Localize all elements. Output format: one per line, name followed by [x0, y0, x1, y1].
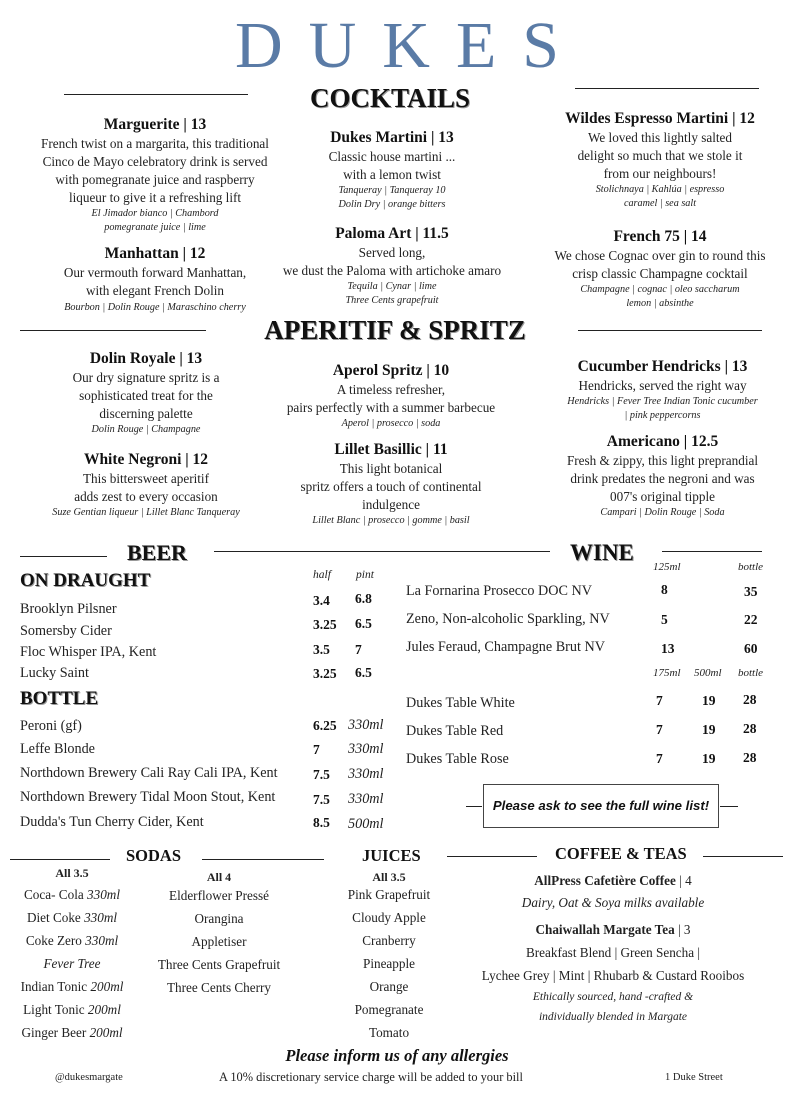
- draught-name: Floc Whisper IPA, Kent: [20, 644, 157, 660]
- col-175ml: 175ml: [653, 667, 681, 679]
- item-desc: [266, 460, 516, 514]
- wine-name: Dukes Table Rose: [406, 751, 509, 767]
- divider: [64, 94, 248, 95]
- item-desc: [262, 148, 522, 184]
- ing-line: Aperol | prosecco | soda: [341, 418, 441, 429]
- address: 1 Duke Street: [665, 1072, 723, 1083]
- wine-175: 7: [656, 751, 663, 766]
- wine-175: 7: [656, 722, 663, 737]
- sodas-items: [140, 884, 298, 999]
- allergies-notice: Please inform us of any allergies: [285, 1046, 509, 1065]
- ing-line: Stolichnaya | Kahlúa | espresso: [595, 184, 725, 195]
- desc-line: pairs perfectly with a summer barbecue: [286, 400, 496, 415]
- soda-item: Three Cents Grapefruit: [157, 957, 281, 972]
- allpress-line: [448, 873, 778, 895]
- allpress-note: Dairy, Oat & Soya milks available: [521, 895, 705, 910]
- item-title: Lillet Basillic | 11: [334, 441, 448, 458]
- item-title: Paloma Art | 11.5: [335, 225, 449, 242]
- bottle-price: 7: [313, 742, 320, 757]
- draught-name: Brooklyn Pilsner: [20, 601, 117, 617]
- desc-line: drink predates the negroni and was: [570, 471, 755, 486]
- wine-500: 19: [702, 693, 716, 708]
- ing-line: Campari | Dolin Rouge | Soda: [600, 507, 725, 518]
- draught-name: Lucky Saint: [20, 665, 89, 681]
- allpress-title: AllPress Cafetière Coffee: [534, 873, 676, 888]
- item-desc: [525, 247, 794, 283]
- juices-price: All 3.5: [372, 870, 406, 884]
- ing-line: Hendricks | Fever Tree Indian Tonic cucumber: [567, 396, 758, 407]
- sodas-price-2: All 4: [206, 870, 232, 884]
- allpress-price: | 4: [679, 873, 692, 888]
- ing-line: Three Cents grapefruit: [345, 295, 439, 306]
- item-title: Aperol Spritz | 10: [332, 362, 450, 379]
- bottle-heading: BOTTLE: [20, 688, 99, 709]
- tea-note-1: Ethically sourced, hand -crafted &: [532, 991, 694, 1003]
- ing-line: Bourbon | Dolin Rouge | Maraschino cherry: [64, 302, 246, 313]
- juice-item: Tomato: [368, 1025, 410, 1040]
- wine-list-note-box: [483, 784, 719, 828]
- desc-line: Fresh & zippy, this light preprandial: [566, 453, 759, 468]
- wine-name: Dukes Table Red: [406, 723, 504, 739]
- item-desc: [15, 264, 295, 300]
- item-title: Manhattan | 12: [104, 245, 206, 262]
- menu-item-french-75: [525, 228, 794, 311]
- col-bottle: bottle: [738, 561, 764, 573]
- item-title: Wildes Espresso Martini | 12: [565, 110, 755, 127]
- menu-item-white-negroni: [15, 451, 277, 520]
- item-ingredients: [15, 207, 295, 235]
- draught-heading: ON DRAUGHT: [20, 570, 151, 591]
- wine-175: 7: [656, 693, 663, 708]
- divider: [10, 859, 110, 860]
- draught-pint: 6.8: [355, 591, 372, 606]
- soda-item: Light Tonic 200ml: [23, 1002, 121, 1017]
- bottle-size: 500ml: [348, 816, 384, 832]
- ing-line: Dolin Rouge | Champagne: [91, 424, 201, 435]
- ing-line: lemon | absinthe: [626, 298, 694, 309]
- draught-half: 3.5: [313, 642, 330, 657]
- col-half: half: [313, 569, 331, 581]
- bottle-price: 8.5: [313, 815, 330, 830]
- desc-line: crisp classic Champagne cocktail: [572, 266, 748, 281]
- juice-item: Pomegranate: [354, 1002, 424, 1017]
- ing-line: Champagne | cognac | oleo saccharum: [580, 284, 740, 295]
- menu-item-marguerite: [15, 116, 295, 235]
- service-charge: A 10% discretionary service charge will be added to your bill: [219, 1070, 523, 1084]
- divider: [20, 556, 107, 557]
- item-ingredients: [525, 283, 794, 311]
- desc-line: Our dry signature spritz is a: [72, 370, 220, 385]
- bottle-price: 6.25: [313, 718, 337, 733]
- draught-name: Somersby Cider: [20, 623, 112, 639]
- coffee-heading: COFFEE & TEAS: [555, 844, 687, 863]
- menu-item-espresso-martini: [530, 110, 790, 211]
- juices-heading: JUICES: [362, 846, 421, 865]
- item-ingredients: [266, 514, 516, 528]
- desc-line: Hendricks, served the right way: [578, 378, 747, 393]
- wine-glass: 8: [661, 582, 668, 597]
- bottle-name: Peroni (gf): [20, 718, 82, 734]
- ing-line: Tequila | Cynar | lime: [347, 281, 437, 292]
- wine-bottle: 28: [743, 721, 757, 736]
- sodas-items: [10, 883, 134, 1044]
- bottle-size: 330ml: [348, 791, 384, 807]
- desc-line: A timeless refresher,: [336, 382, 446, 397]
- item-title: White Negroni | 12: [83, 451, 209, 468]
- desc-line: sophisticated treat for the: [79, 388, 213, 403]
- soda-item: Fever Tree: [43, 956, 101, 971]
- desc-line: We chose Cognac over gin to round this: [554, 248, 766, 263]
- juice-item: Orange: [369, 979, 409, 994]
- menu-item-aperol-spritz: [258, 362, 524, 431]
- desc-line: delight so much that we stole it: [577, 148, 743, 163]
- juices-list: [330, 870, 448, 1044]
- draught-pint: 6.5: [355, 616, 372, 631]
- wine-list-note: Please ask to see the full wine list!: [492, 798, 710, 813]
- bottle-name: Northdown Brewery Cali Ray Cali IPA, Kent: [20, 765, 278, 781]
- menu-item-americano: [530, 433, 794, 520]
- item-desc: [15, 369, 277, 423]
- coffee-section: [448, 873, 778, 1031]
- item-ingredients: [262, 184, 522, 212]
- soda-item: Ginger Beer 200ml: [21, 1025, 123, 1040]
- wine-heading: WINE: [570, 540, 634, 565]
- wine-500: 19: [702, 722, 716, 737]
- soda-item: Three Cents Cherry: [167, 980, 271, 995]
- menu-item-lillet-basillic: [266, 441, 516, 528]
- item-desc: [530, 129, 790, 183]
- desc-line: 007's original tipple: [610, 489, 715, 504]
- wine-bottle: 28: [743, 750, 757, 765]
- desc-line: This light botanical: [339, 461, 443, 476]
- item-ingredients: [255, 280, 529, 308]
- beer-heading: BEER: [127, 540, 187, 565]
- desc-line: indulgence: [362, 497, 420, 512]
- menu-item-paloma: [255, 225, 529, 308]
- soda-item: Indian Tonic 200ml: [20, 979, 124, 994]
- divider: [214, 551, 550, 552]
- bottle-size: 330ml: [348, 717, 384, 733]
- teas-line-2: Lychee Grey | Mint | Rhubarb & Custard Rooibos: [481, 968, 745, 983]
- desc-line: spritz offers a touch of continental: [300, 479, 482, 494]
- bottle-name: Northdown Brewery Tidal Moon Stout, Kent: [20, 789, 276, 805]
- desc-line: with a lemon twist: [343, 167, 441, 182]
- wine-bottle: 22: [744, 612, 758, 627]
- juice-item: Pineapple: [362, 956, 415, 971]
- desc-line: adds zest to every occasion: [74, 489, 218, 504]
- wine-bottle: 28: [743, 692, 757, 707]
- item-ingredients: [258, 417, 524, 431]
- item-ingredients: [530, 506, 794, 520]
- col-bottle-2: bottle: [738, 667, 764, 679]
- divider: [202, 859, 324, 860]
- draught-half: 3.4: [313, 593, 330, 608]
- chai-line: [448, 922, 778, 945]
- soda-item: Coke Zero 330ml: [25, 933, 119, 948]
- desc-line: We loved this lightly salted: [588, 130, 732, 145]
- ing-line: Suze Gentian liqueur | Lillet Blanc Tanqueray: [52, 507, 240, 518]
- soda-item: Diet Coke 330ml: [26, 910, 118, 925]
- aperitif-heading: APERITIF & SPRITZ: [264, 315, 526, 345]
- divider: [578, 330, 762, 331]
- ing-line: Dolin Dry | orange bitters: [338, 199, 446, 210]
- chai-price: | 3: [674, 922, 691, 937]
- teas-line-1: Breakfast Blend | Green Sencha |: [525, 945, 701, 960]
- item-desc: [530, 452, 794, 506]
- juice-item: Pink Grapefruit: [347, 887, 431, 902]
- ing-line: El Jimador bianco | Chambord: [91, 208, 219, 219]
- col-pint: pint: [356, 569, 374, 581]
- draught-half: 3.25: [313, 666, 337, 681]
- item-desc: [255, 244, 529, 280]
- bottle-size: 330ml: [348, 741, 384, 757]
- item-desc: [530, 377, 794, 395]
- desc-line: discerning palette: [99, 406, 193, 421]
- draught-half: 3.25: [313, 617, 337, 632]
- wine-bottle: 60: [744, 641, 758, 656]
- bottle-name: Dudda's Tun Cherry Cider, Kent: [20, 814, 204, 830]
- juice-item: Cranberry: [362, 933, 416, 948]
- desc-line: with elegant French Dolin: [85, 283, 225, 298]
- wine-name: La Fornarina Prosecco DOC NV: [406, 583, 592, 599]
- wine-glass: 13: [661, 641, 675, 656]
- item-ingredients: [15, 423, 277, 437]
- bottle-price: 7.5: [313, 792, 330, 807]
- divider: [720, 806, 738, 807]
- item-title: Dolin Royale | 13: [89, 350, 203, 367]
- item-ingredients: [15, 301, 295, 315]
- divider: [20, 330, 206, 331]
- col-125ml: 125ml: [653, 561, 681, 573]
- desc-line: liqueur to give it a refreshing lift: [68, 190, 242, 205]
- soda-item: Elderflower Pressé: [169, 888, 269, 903]
- desc-line: we dust the Paloma with artichoke amaro: [282, 263, 502, 278]
- sodas-heading: SODAS: [126, 846, 182, 865]
- ing-line: Tanqueray | Tanqueray 10: [338, 185, 446, 196]
- menu-item-dolin-royale: [15, 350, 277, 437]
- wine-name: Jules Feraud, Champagne Brut NV: [406, 639, 605, 655]
- bottle-name: Leffe Blonde: [20, 741, 95, 757]
- item-desc: [15, 135, 295, 207]
- sodas-price-1: All 3.5: [55, 866, 89, 880]
- wine-name: Zeno, Non-alcoholic Sparkling, NV: [406, 611, 610, 627]
- item-title: Americano | 12.5: [606, 433, 719, 450]
- item-title: Cucumber Hendricks | 13: [577, 358, 748, 375]
- item-ingredients: [530, 183, 790, 211]
- draught-pint: 7: [355, 642, 362, 657]
- bottle-price: 7.5: [313, 767, 330, 782]
- ing-line: | pink peppercorns: [624, 410, 701, 421]
- sodas-list-1: [10, 866, 134, 1044]
- menu-item-cucumber-hendricks: [530, 358, 794, 423]
- soda-item: Orangina: [194, 911, 244, 926]
- col-500ml: 500ml: [694, 667, 722, 679]
- desc-line: Served long,: [358, 245, 426, 260]
- divider: [703, 856, 783, 857]
- desc-line: with pomegranate juice and raspberry: [55, 172, 255, 187]
- item-title: Dukes Martini | 13: [330, 129, 454, 146]
- juice-item: Cloudy Apple: [352, 910, 426, 925]
- item-desc: [15, 470, 277, 506]
- tea-note-2: individually blended in Margate: [538, 1011, 688, 1023]
- sodas-list-2: [140, 870, 298, 999]
- item-desc: [258, 381, 524, 417]
- desc-line: Our vermouth forward Manhattan,: [63, 265, 247, 280]
- item-title: French 75 | 14: [613, 228, 707, 245]
- brand-title: DUKES: [234, 9, 585, 82]
- wine-500: 19: [702, 751, 716, 766]
- menu-item-manhattan: [15, 245, 295, 315]
- wine-bottle: 35: [744, 584, 758, 599]
- social-handle: @dukesmargate: [55, 1072, 123, 1083]
- divider: [575, 88, 759, 89]
- wine-name: Dukes Table White: [406, 695, 515, 711]
- desc-line: Classic house martini ...: [328, 149, 456, 164]
- divider: [466, 806, 482, 807]
- juice-items: [330, 883, 448, 1044]
- desc-line: Cinco de Mayo celebratory drink is served: [42, 154, 268, 169]
- ing-line: caramel | sea salt: [623, 198, 697, 209]
- item-ingredients: [15, 506, 277, 520]
- menu-item-dukes-martini: [262, 129, 522, 212]
- desc-line: from our neighbours!: [603, 166, 717, 181]
- item-title: Marguerite | 13: [103, 116, 207, 133]
- chai-title: Chaiwallah Margate Tea: [535, 922, 675, 937]
- divider: [447, 856, 537, 857]
- wine-glass: 5: [661, 612, 668, 627]
- desc-line: French twist on a margarita, this traditional: [41, 136, 269, 151]
- soda-item: Coca- Cola 330ml: [24, 887, 120, 902]
- soda-item: Appletiser: [191, 934, 247, 949]
- desc-line: This bittersweet aperitif: [83, 471, 209, 486]
- bottle-size: 330ml: [348, 766, 384, 782]
- draught-pint: 6.5: [355, 665, 372, 680]
- ing-line: pomegranate juice | lime: [104, 222, 206, 233]
- ing-line: Lillet Blanc | prosecco | gomme | basil: [312, 515, 470, 526]
- cocktails-heading: COCKTAILS: [309, 83, 471, 113]
- item-ingredients: [530, 395, 794, 423]
- divider: [662, 551, 762, 552]
